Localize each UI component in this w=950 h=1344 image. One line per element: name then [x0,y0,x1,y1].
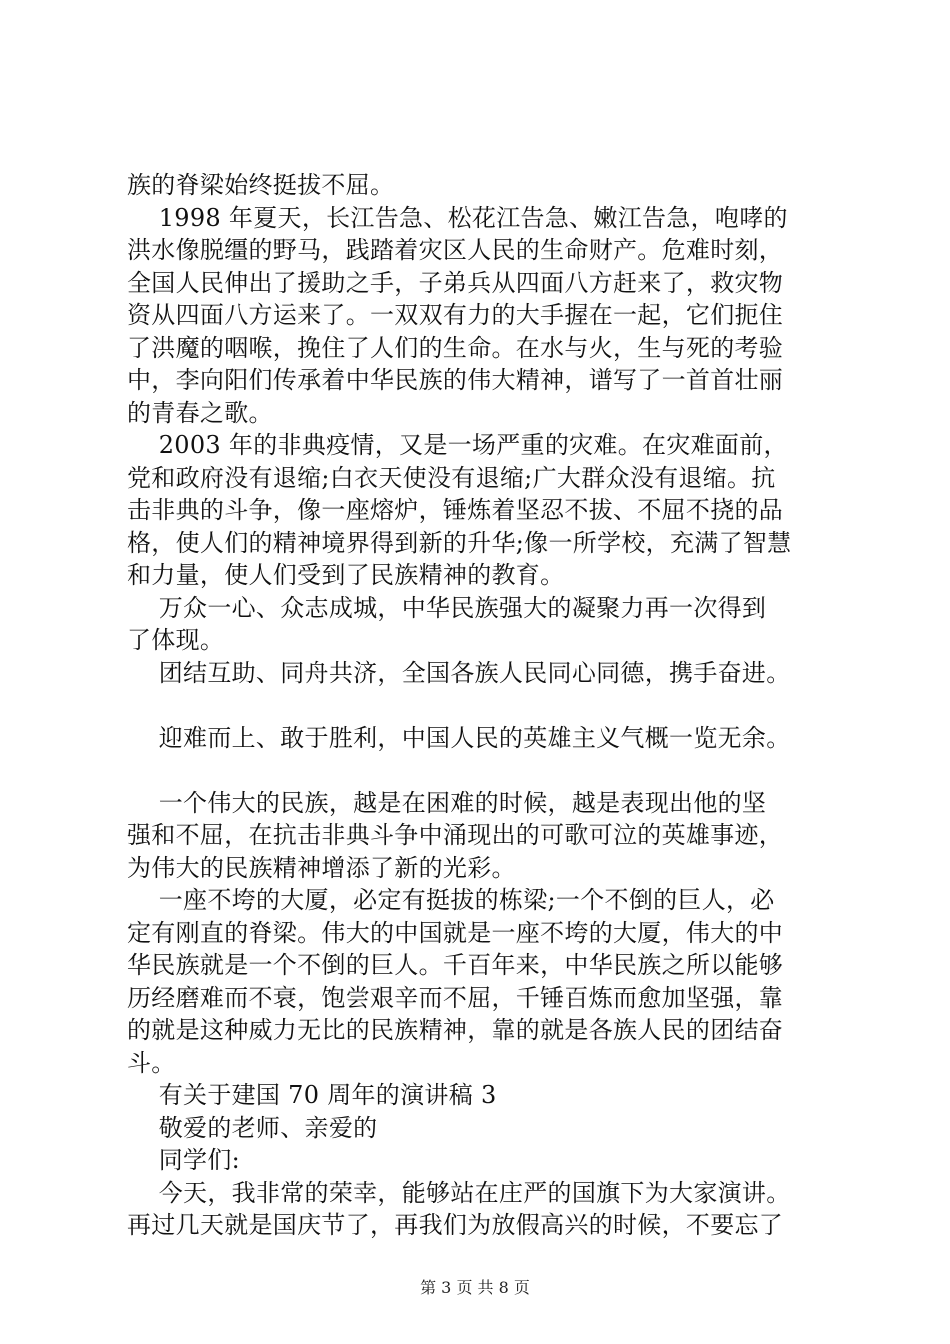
text-line: 历经磨难而不衰，饱尝艰辛而不屈，千锤百炼而愈加坚强，靠 [127,983,784,1012]
text-line: 定有刚直的脊梁。伟大的中国就是一座不垮的大厦，伟大的中 [127,918,784,947]
salutation-line: 同学们: [127,1146,241,1174]
text-line: 再过几天就是国庆节了，再我们为放假高兴的时候，不要忘了 [127,1211,784,1239]
salutation-line: 敬爱的老师、亲爱的 [127,1113,378,1142]
text-line: 为伟大的民族精神增添了新的光彩。 [127,853,516,882]
text-line: 团结互助、同舟共济，全国各族人民同心同德，携手奋进。 [127,658,791,687]
text-line: 万众一心、众志成城，中华民族强大的凝聚力再一次得到 [127,593,767,622]
text-line: 族的脊梁始终挺拔不屈。 [127,171,395,199]
blank-line [127,689,867,722]
text-line: 全国人民伸出了援助之手，子弟兵从四面八方赶来了，救灾物 [127,268,784,297]
document-body [127,169,867,1242]
page-number-footer: 第 3 页 共 8 页 [420,1278,530,1297]
text-line: 洪水像脱缰的野马，践踏着灾区人民的生命财产。危难时刻， [127,236,784,264]
text-line: 和力量，使人们受到了民族精神的教育。 [127,561,565,589]
blank-line [127,754,867,787]
text-line: 1998 年夏天，长江告急、松花江告急、嫩江告急，咆哮的 [127,203,788,232]
text-line: 了体现。 [127,626,225,654]
text-line: 迎难而上、敢于胜利，中国人民的英雄主义气概一览无余。 [127,723,791,752]
text-line: 一个伟大的民族，越是在困难的时候，越是表现出他的坚 [127,788,767,817]
text-line: 党和政府没有退缩;白衣天使没有退缩;广大群众没有退缩。抗 [127,463,776,492]
text-line: 的就是这种威力无比的民族精神，靠的就是各族人民的团结奋 [127,1016,784,1044]
text-line: 了洪魔的咽喉，挽住了人们的生命。在水与火，生与死的考验 [127,333,784,362]
text-line: 一座不垮的大厦，必定有挺拔的栋梁;一个不倒的巨人，必 [127,886,775,914]
text-line: 今天，我非常的荣幸，能够站在庄严的国旗下为大家演讲。 [127,1178,791,1207]
text-line: 击非典的斗争，像一座熔炉，锤炼着坚忍不拔、不屈不挠的品 [127,496,784,524]
text-line: 华民族就是一个不倒的巨人。千百年来，中华民族之所以能够 [127,951,784,979]
text-line: 资从四面八方运来了。一双双有力的大手握在一起，它们扼住 [127,301,784,329]
text-line: 的青春之歌。 [127,398,273,427]
text-line: 2003 年的非典疫情，又是一场严重的灾难。在灾难面前， [127,431,788,459]
text-line: 中，李向阳们传承着中华民族的伟大精神，谱写了一首首壮丽 [127,366,784,394]
text-line: 斗。 [127,1048,176,1077]
text-line: 格，使人们的精神境界得到新的升华;像一所学校，充满了智慧 [127,528,792,557]
section-heading: 有关于建国 70 周年的演讲稿 3 [127,1081,497,1109]
text-line: 强和不屈，在抗击非典斗争中涌现出的可歌可泣的英雄事迹， [127,821,784,849]
